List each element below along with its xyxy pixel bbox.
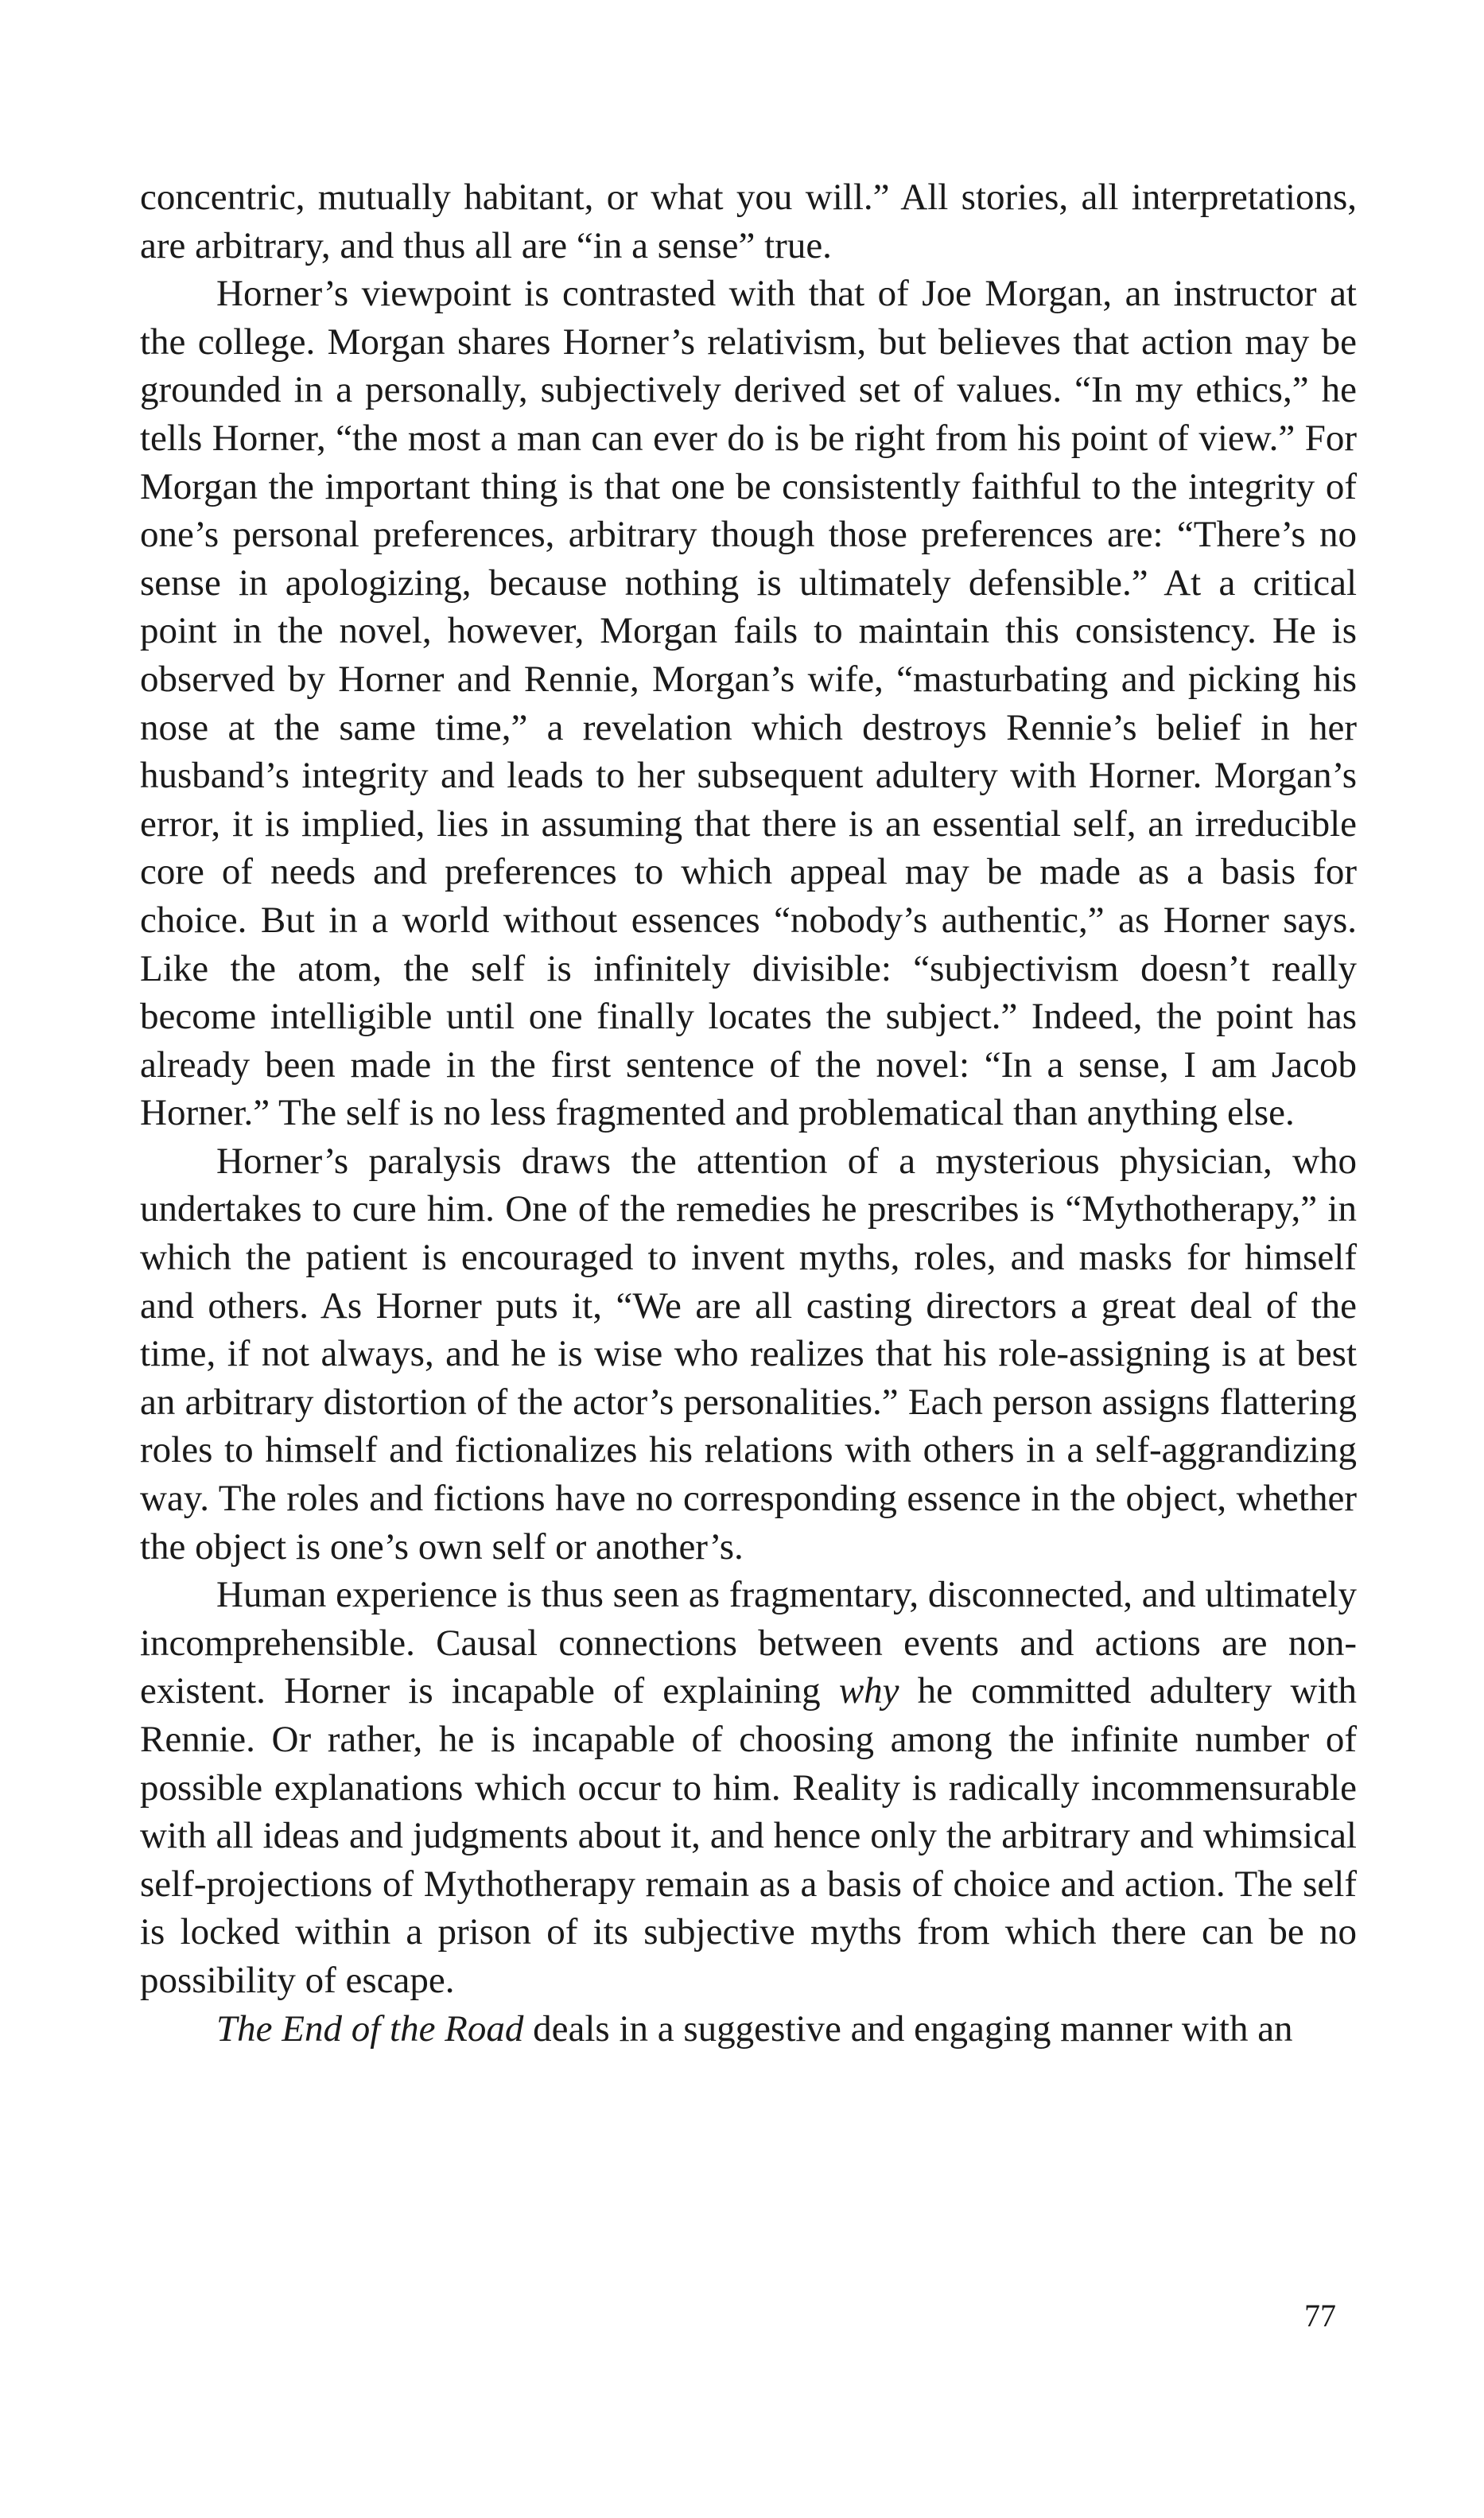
paragraph-3 (140, 1137, 1357, 1571)
paragraph-4-italic-why: why (838, 1670, 899, 1712)
paragraph-2-text: Horner’s viewpoint is contrasted with that of Joe Morgan, an instructor at the college. Morgan shares Horner’s relativism, but believes that action may be grounded in a personally, subjectively derived set of values. “In my ethics,” he tells Horner, “the most a man can ever do is be right from his point of view.” For Morgan the important thing is that one be consistently faithful to the integrity of one’s personal preferences, arbitrary though those preferences are: “There’s no sense in apologizing, because nothing is ultimately defensible.” At a critical point in the novel, however, Morgan fails to maintain this consistency. He is observed by Horner and Rennie, Morgan’s wife, “masturbating and picking his nose at the same time,” a revelation which destroys Rennie’s belief in her husband’s integrity and leads to her subsequent adultery with Horner. Morgan’s error, it is implied, lies in assuming that there is an essential self, an irreducible core of needs and preferences to which appeal may be made as a basis for choice. But in a world without essences “nobody’s authentic,” as Horner says. Like the atom, the self is infinitely divisible: “subjectivism doesn’t really become intelligible until one finally locates the subject.” Indeed, the point has already been made in the first sentence of the novel: “In a sense, I am Jacob Horner.” The self is no less fragmented and problematical than anything else. (140, 273, 1357, 1134)
paragraph-5 (140, 2005, 1357, 2054)
paragraph-4-text-b: he committed adultery with Rennie. Or rather, he is incapable of choosing among the infinite number of possible explanations which occur to him. Reality is radically incommensurable with all ideas and judgments about it, and hence only the arbitrary and whimsical self-projections of Mythotherapy remain as a basis of choice and action. The self is locked within a prison of its subjective myths from which there can be no possibility of escape. (140, 1670, 1358, 2001)
paragraph-4 (140, 1571, 1357, 2004)
paragraph-1-text: concentric, mutually habitant, or what you will.” All stories, all interpretations, are arbitrary, and thus all are “in a sense” true. (140, 177, 1357, 266)
paragraph-5-text: deals in a suggestive and engaging manner with an (523, 2007, 1293, 2050)
paragraph-4-text-a: Human experience is thus seen as fragmentary, disconnected, and ultimately incomprehensible. Causal connections between events and actions are non-existent. Horner is incapable of explaining (140, 1574, 1357, 1712)
paragraph-1 (140, 173, 1357, 270)
page-number: 77 (1304, 2298, 1336, 2333)
paragraph-2 (140, 270, 1357, 1137)
paragraph-3-text: Horner’s paralysis draws the attention of a mysterious physician, who undertakes to cure him. One of the remedies he prescribes is “Mythotherapy,” in which the patient is encouraged to invent myths, roles, and masks for himself and others. As Horner puts it, “We are all casting directors a great deal of the time, if not always, and he is wise who realizes that his role-assigning is at best an arbitrary distortion of the actor’s personalities.” Each person assigns flattering roles to himself and fictionalizes his relations with others in a self-aggrandizing way. The roles and fictions have no corresponding essence in the object, whether the object is one’s own self or another’s. (140, 1140, 1357, 1568)
body-text (140, 173, 1357, 2053)
book-title-italic: The End of the Road (216, 2007, 524, 2050)
